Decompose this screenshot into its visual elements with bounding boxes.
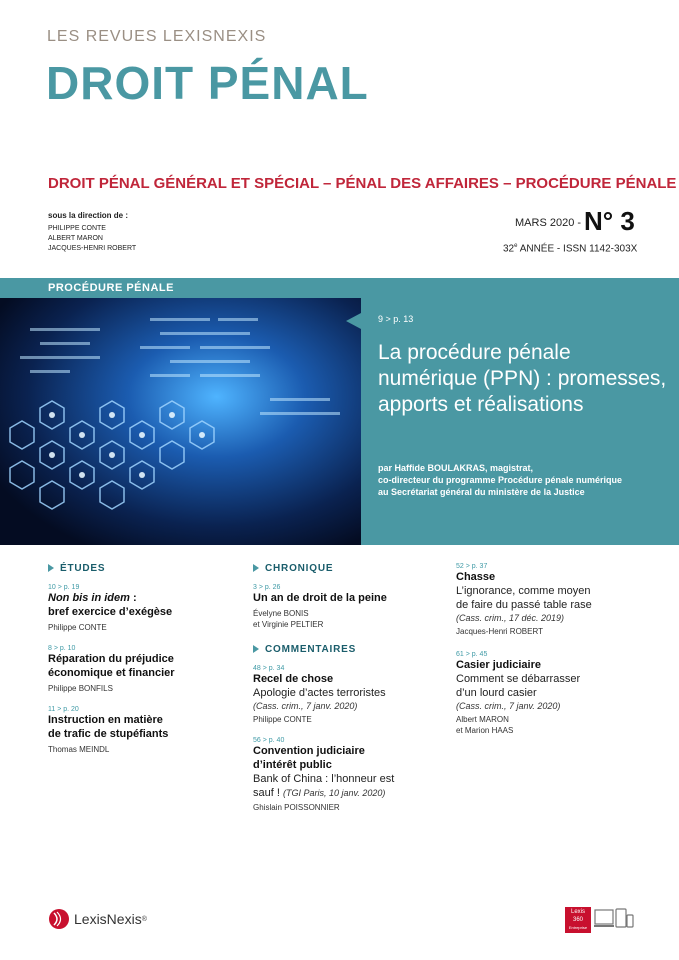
journal-title: DROIT PÉNAL <box>46 57 369 109</box>
feature-author-line: co-directeur du programme Procédure pénale numérique <box>378 475 623 485</box>
article-text-end: sauf ! <box>253 787 280 799</box>
registered-mark: ® <box>141 915 147 923</box>
article-ref: 10 > p. 19 <box>48 584 80 591</box>
article-title: Réparation du préjudice <box>48 653 174 665</box>
journal-subject: DROIT PÉNAL GÉNÉRAL ET SPÉCIAL – PÉNAL DES AFFAIRES – PROCÉDURE PÉNALE <box>48 175 677 192</box>
article-text: Apologie d’actes terroristes <box>253 687 386 699</box>
etude-item <box>48 584 238 633</box>
article-title: Convention judiciaire <box>253 745 365 757</box>
etude-item <box>48 645 238 694</box>
commentaire-item <box>253 665 443 725</box>
etude-item <box>48 706 238 755</box>
issue-year-text: ANNÉE - ISSN 1142-303X <box>517 243 638 255</box>
article-text-line2 <box>253 786 443 800</box>
article-title-italic: Non bis in idem <box>48 592 130 604</box>
article-author: et Virginie PELTIER <box>253 620 324 629</box>
directors-list <box>48 224 136 254</box>
article-citation: (Cass. crim., 7 janv. 2020) <box>253 701 358 711</box>
triangle-icon <box>253 645 259 653</box>
devices-icon <box>594 907 634 933</box>
feature-author-line: par Haffide BOULAKRAS, magistrat, <box>378 463 534 473</box>
article-author: Thomas MEINDL <box>48 745 110 754</box>
article-title-line2: économique et financier <box>48 667 175 679</box>
article-title-line2: de trafic de stupéfiants <box>48 728 169 740</box>
rubric-label: PROCÉDURE PÉNALE <box>48 282 174 294</box>
article-title-line2: bref exercice d’exégèse <box>48 606 173 618</box>
feature-title: La procédure pénale numérique (PPN) : promesses, apports et réalisations <box>378 341 667 416</box>
article-text-line2: de faire du passé table rase <box>456 599 592 611</box>
publisher-name: LexisNexis <box>74 911 142 927</box>
triangle-icon <box>253 564 259 572</box>
right-column <box>456 563 656 736</box>
article-title: Chasse <box>456 571 496 583</box>
article-author: Ghislain POISSONNIER <box>253 803 340 812</box>
issue-date: MARS 2020 - <box>515 217 582 229</box>
badge-line: Lexis <box>570 909 585 915</box>
article-title: Recel de chose <box>253 673 334 685</box>
article-title: Casier judiciaire <box>456 659 541 671</box>
article-citation: (Cass. crim., 7 janv. 2020) <box>456 701 561 711</box>
director-name: PHILIPPE CONTE <box>48 225 106 232</box>
lexis360-badge <box>565 907 591 933</box>
feature-reference: 9 > p. 13 <box>378 314 414 324</box>
article-author: Philippe BONFILS <box>48 684 113 693</box>
chronique-item <box>253 584 443 630</box>
series-name: LES REVUES LEXISNEXIS <box>47 28 267 45</box>
article-title <box>48 591 238 605</box>
article-title-line2: d’intérêt public <box>253 759 332 771</box>
feature-illustration <box>0 298 361 545</box>
middle-column <box>253 563 443 813</box>
commentaires-heading-label: COMMENTAIRES <box>265 644 357 655</box>
commentaire-item <box>456 563 656 637</box>
article-ref: 61 > p. 45 <box>456 651 488 658</box>
article-citation: (TGI Paris, 10 janv. 2020) <box>282 788 386 798</box>
badge-line: 360 <box>572 917 583 923</box>
article-text: L’ignorance, comme moyen <box>456 585 591 597</box>
commentaire-item <box>456 651 656 736</box>
commentaire-item <box>253 737 443 813</box>
badge-line: Entreprise <box>568 925 588 930</box>
article-ref: 11 > p. 20 <box>48 706 79 713</box>
article-author: Jacques-Henri ROBERT <box>456 627 543 636</box>
issue-number: N° 3 <box>584 206 635 236</box>
article-author: Philippe CONTE <box>253 715 312 724</box>
etudes-column <box>48 563 238 755</box>
feature-author <box>378 462 668 498</box>
article-author: Philippe CONTE <box>48 623 107 632</box>
article-ref: 3 > p. 26 <box>253 584 281 591</box>
feature-panel <box>361 298 679 545</box>
publisher-logo <box>48 908 147 930</box>
article-author: Évelyne BONIS <box>253 609 309 618</box>
article-ref: 8 > p. 10 <box>48 645 76 652</box>
article-text: Comment se débarrasser <box>456 673 581 685</box>
issue-year-number: 32 <box>503 243 515 255</box>
director-name: ALBERT MARON <box>48 235 103 242</box>
article-title: Instruction en matière <box>48 714 163 726</box>
article-text: Bank of China : l’honneur est <box>253 773 395 785</box>
direction-label: sous la direction de : <box>48 211 129 220</box>
etudes-heading <box>48 563 238 574</box>
issue-year-suffix: e <box>514 243 518 249</box>
article-author: Albert MARON <box>456 715 509 724</box>
etudes-heading-label: ÉTUDES <box>60 563 106 574</box>
article-title: Un an de droit de la peine <box>253 592 387 604</box>
article-ref: 52 > p. 37 <box>456 563 488 570</box>
article-title-rest: : <box>129 592 137 604</box>
article-ref: 48 > p. 34 <box>253 665 285 672</box>
director-name: JACQUES-HENRI ROBERT <box>48 245 137 252</box>
feature-pointer <box>346 313 361 329</box>
issue-year-issn <box>503 243 637 254</box>
chronique-heading-label: CHRONIQUE <box>265 563 334 574</box>
triangle-icon <box>48 564 54 572</box>
feature-author-line: au Secrétariat général du ministère de la Justice <box>378 487 585 497</box>
commentaires-heading <box>253 644 443 655</box>
article-text-line2: d’un lourd casier <box>456 687 537 699</box>
chronique-heading <box>253 563 443 574</box>
lexisnexis-logo-icon <box>48 908 70 930</box>
article-author: et Marion HAAS <box>456 726 514 735</box>
article-ref: 56 > p. 40 <box>253 737 285 744</box>
article-citation: (Cass. crim., 17 déc. 2019) <box>456 613 565 623</box>
